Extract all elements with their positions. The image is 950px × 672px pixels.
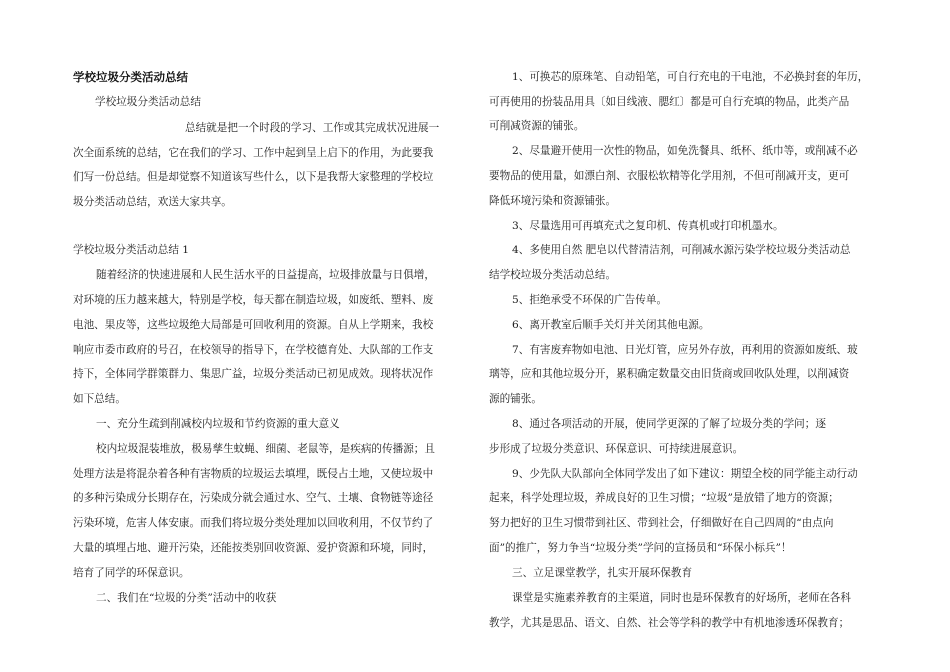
paragraph-line: 随着经济的快速进展和人民生活水平的日益提高，垃圾排放量与日俱增， (96, 269, 435, 281)
list-item-line: 璃等，应和其他垃圾分开，累积确定数量交由旧货商或回收队处理，以削减资 (489, 368, 850, 380)
list-item-line: 面”的推广，努力争当“垃圾分类”学问的宣扬员和“环保小标兵”！ (489, 542, 792, 554)
list-item-line: 8、通过各项活动的开展，使同学更深的了解了垃圾分类的学问；逐 (512, 418, 826, 430)
paragraph-line: 如下总结。 (73, 393, 126, 405)
intro-line: 次全面系统的总结，它在我们的学习、工作中起到呈上启下的作用，为此要我 (73, 147, 434, 159)
list-item-line: 4、多使用自然 肥皂以代替清洁剂，可削减水源污染学校垃圾分类活动总 (512, 244, 851, 256)
list-item-line: 3、尽量选用可再填充式之复印机、传真机或打印机墨水。 (512, 220, 784, 232)
section-heading: 一、充分生疏到削减校内垃圾和节约资源的重大意义 (96, 418, 340, 430)
list-item-line: 步形成了垃圾分类意识、环保意识、可持续进展意识。 (489, 443, 744, 455)
paragraph-line: 持下，全体同学群策群力、集思广益，垃圾分类活动已初见成效。现将状况作 (73, 368, 434, 380)
paragraph-line: 校内垃圾混装堆放，极易孳生蚊蝇、细菌、老鼠等，是疾病的传播源；且 (96, 443, 435, 455)
list-item-line: 7、有害废弃物如电池、日光灯管，应另外存放，再利用的资源如废纸、玻 (512, 344, 858, 356)
list-item-line: 起来，科学处理垃圾，养成良好的卫生习惯；“垃圾”是放错了地方的资源； (489, 492, 839, 504)
list-item-line: 结学校垃圾分类活动总结。 (489, 269, 617, 281)
list-item-line: 9、少先队大队部向全体同学发出了如下建议：期望全校的同学能主动行动 (512, 468, 858, 480)
list-item-line: 5、拒绝承受不环保的广告传单。 (512, 294, 668, 306)
paragraph-line: 响应市委市政府的号召，在校领导的指导下，在学校德育处、大队部的工作支 (73, 344, 434, 356)
section-heading: 学校垃圾分类活动总结 1 (73, 244, 190, 256)
list-item-line: 可削减资源的铺张。 (489, 120, 585, 132)
paragraph-line: 培育了同学的环保意识。 (73, 567, 190, 579)
list-item-line: 6、离开教室后顺手关灯并关闭其他电源。 (512, 319, 710, 331)
list-item-line: 降低环境污染和资源铺张。 (489, 195, 617, 207)
paragraph-line: 教学，尤其是思品、语文、自然、社会等学科的教学中有机地渗透环保教育； (489, 617, 850, 629)
paragraph-line: 课堂是实施素养教育的主渠道，同时也是环保教育的好场所，老师在各科 (512, 592, 851, 604)
section-heading: 二、我们在“垃圾的分类”活动中的收获 (96, 592, 277, 604)
paragraph-line: 的多种污染成分长期存在，污染成分就会通过水、空气、土壤、食物链等途径 (73, 492, 434, 504)
document-title: 学校垃圾分类活动总结 (73, 70, 188, 84)
paragraph-line: 电池、果皮等，这些垃圾绝大局部是可回收利用的资源。自从上学期来，我校 (73, 319, 434, 331)
paragraph-line: 污染环境，危害人体安康。而我们将垃圾分类处理加以回收利用，不仅节约了 (73, 517, 434, 529)
intro-line: 圾分类活动总结，欢送大家共享。 (73, 196, 232, 208)
list-item-line: 要物品的使用量，如漂白剂、衣服松软精等化学用剂，不但可削减开支，更可 (489, 170, 850, 182)
section-heading: 三、立足课堂教学，扎实开展环保教育 (512, 567, 693, 579)
list-item-line: 源的铺张。 (489, 393, 542, 405)
paragraph-line: 大量的填埋占地、避开污染，还能按类别回收资源、爱护资源和环境，同时， (73, 542, 434, 554)
intro-line: 总结就是把一个时段的学习、工作或其完成状况进展一 (185, 122, 440, 134)
subtitle-line: 学校垃圾分类活动总结 (95, 96, 201, 108)
list-item-line: 1、可换芯的原珠笔、自动铅笔，可自行充电的干电池，不必换封套的年历， (512, 71, 869, 83)
intro-line: 们写一份总结。但是却觉察不知道该写些什么，以下是我帮大家整理的学校垃 (73, 171, 434, 183)
list-item-line: 可再使用的扮装品用具〔如目线液、腮红〕都是可自行充填的物品，此类产品 (489, 96, 850, 108)
paragraph-line: 对环境的压力越来越大，特别是学校，每天都在制造垃圾，如废纸、塑料、废 (73, 294, 434, 306)
paragraph-line: 处理方法是将混杂着各种有害物质的垃圾运去填埋，既侵占土地，又使垃圾中 (73, 468, 434, 480)
list-item-line: 努力把好的卫生习惯带到社区、带到社会，仔细做好在自己四周的“由点向 (489, 517, 834, 529)
list-item-line: 2、尽量避开使用一次性的物品，如免洗餐具、纸杯、纸巾等，或削减不必 (512, 145, 858, 157)
